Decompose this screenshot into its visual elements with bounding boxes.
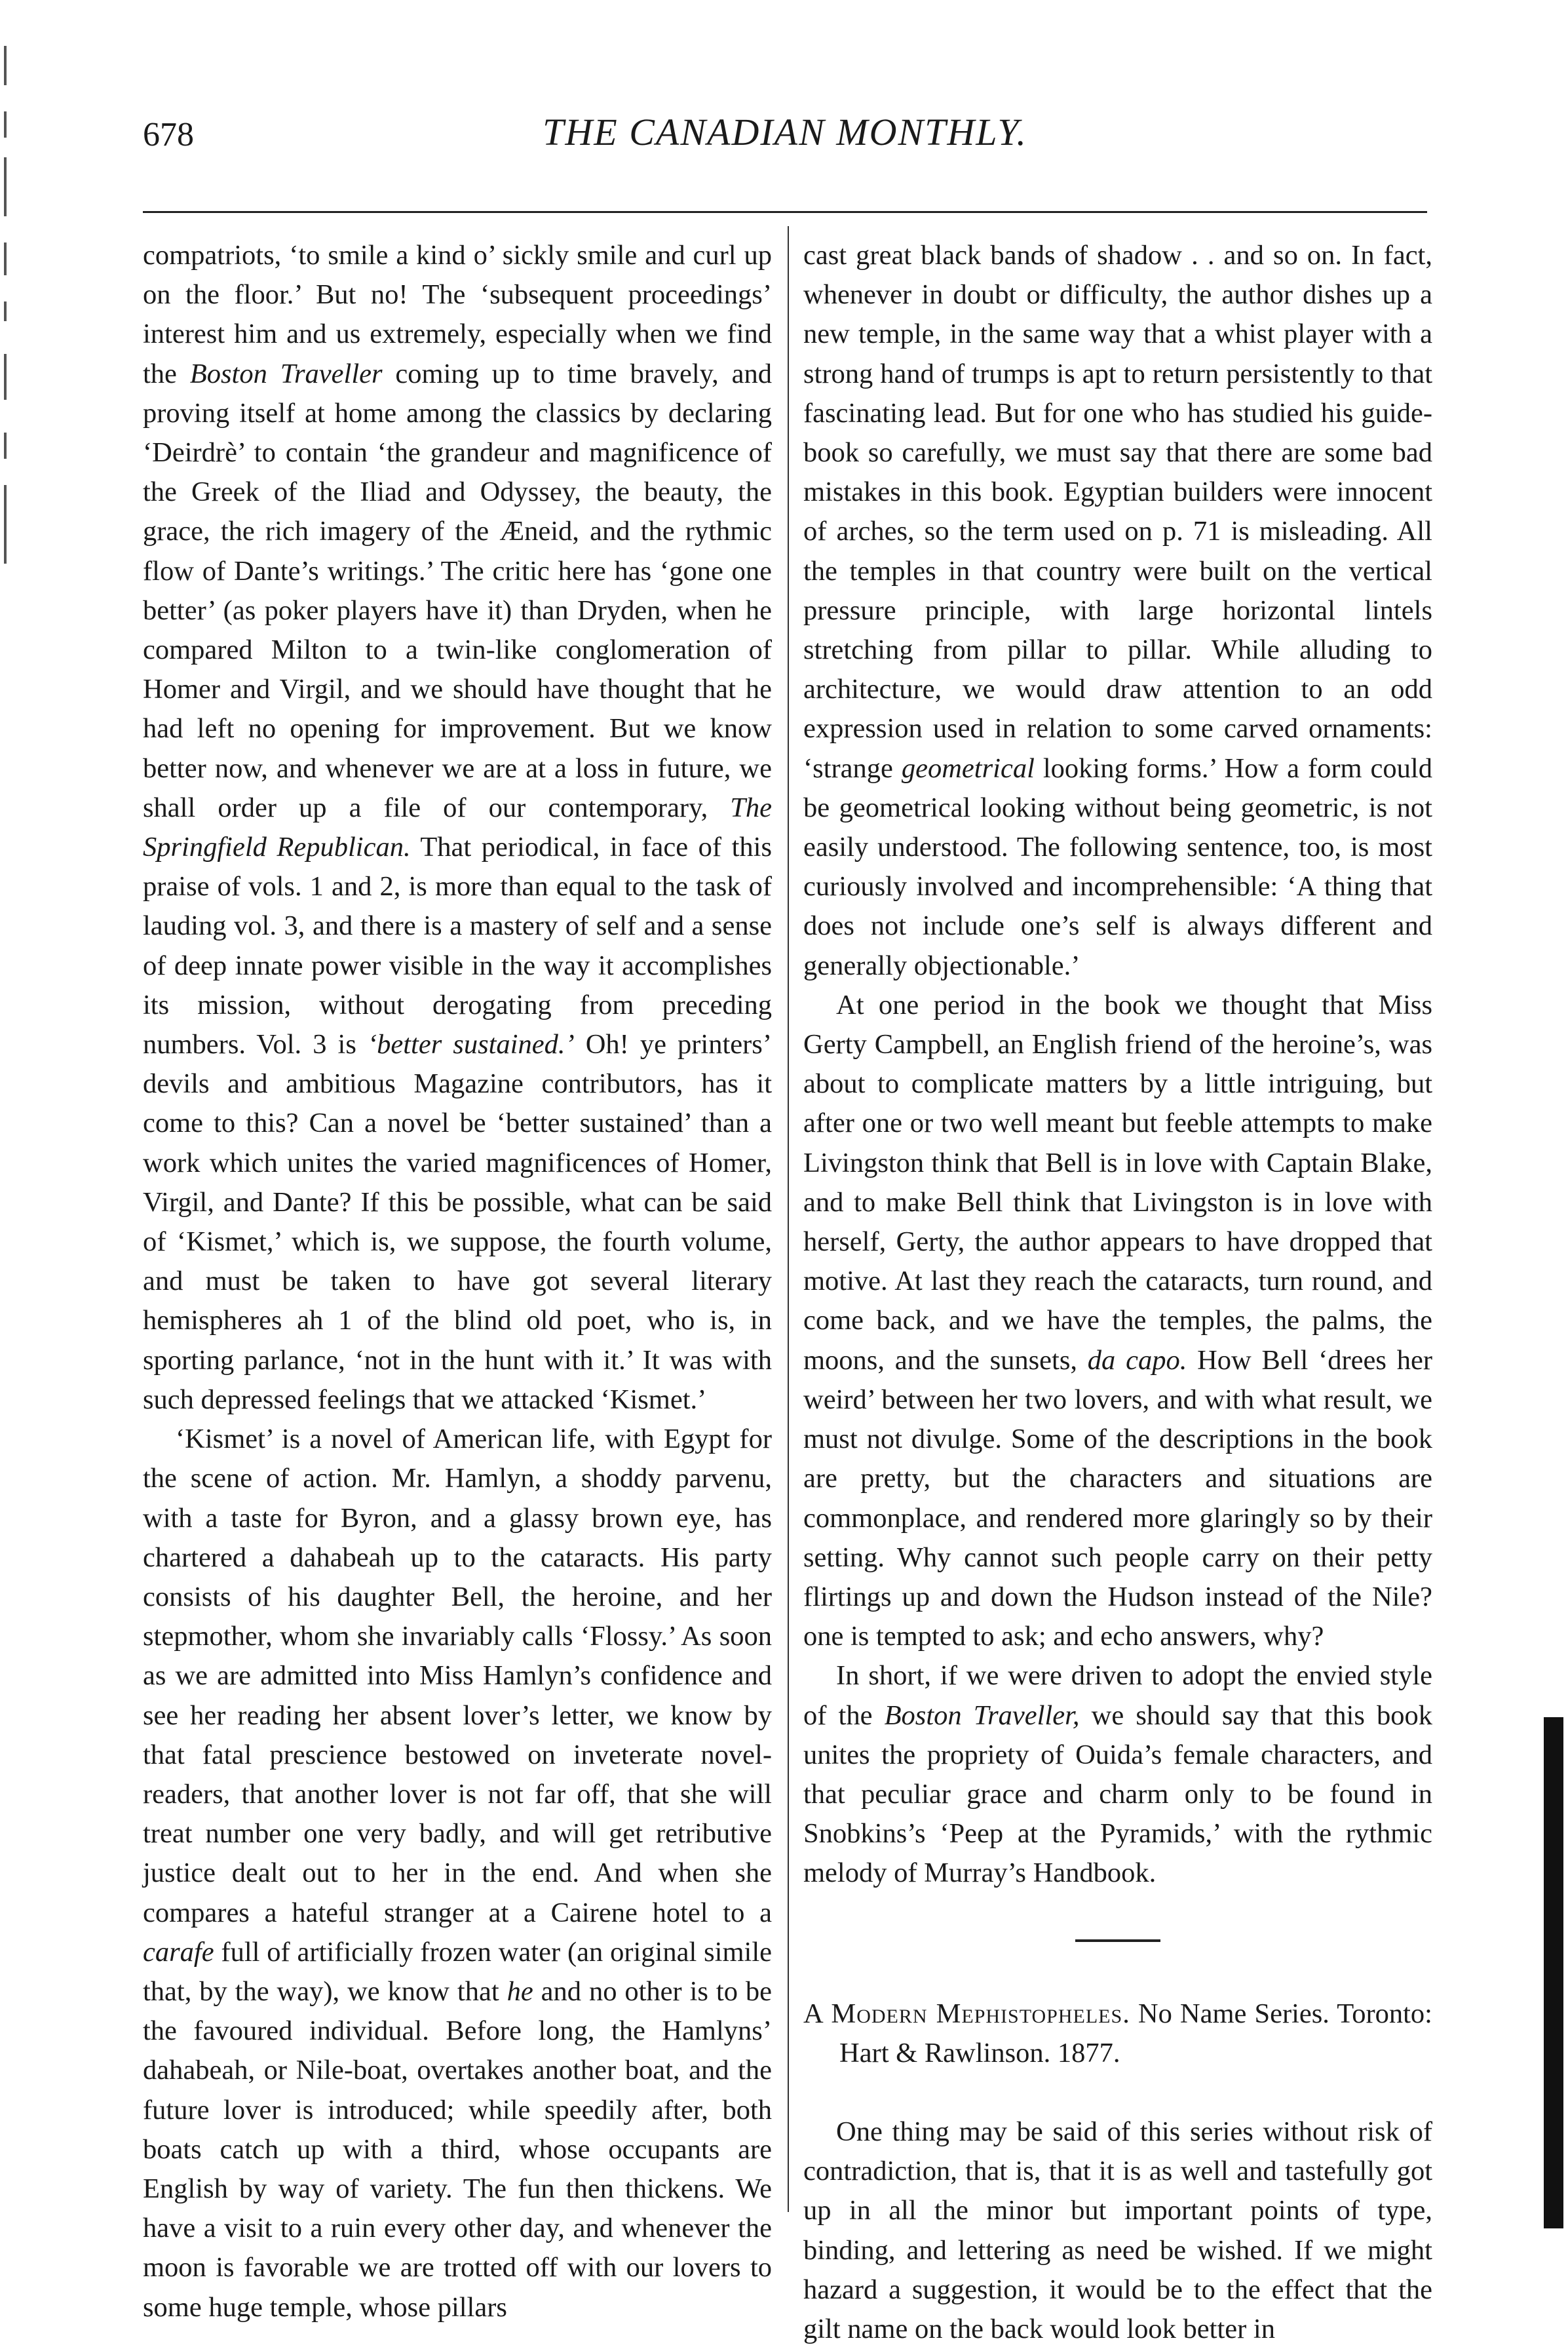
paragraph-in-short: In short, if we were driven to adopt the envied style of the Boston Traveller, we should say that this book unites the propriety of Ouida’s female characters, and that peculiar grace and charm only to be found in Snobkins’s ‘Peep at the Pyramids,’ with the rythmic melody of Murray’s Handbook. [803,1660,1432,1889]
italic-better-sustained: ‘better sustained.’ [367,1029,575,1060]
column-divider [788,226,789,2212]
italic-carafe: carafe [143,1936,214,1968]
section-rule [1075,1939,1160,1942]
paragraph-gerty-campbell: At one period in the book we thought that Miss Gerty Campbell, an English friend of the heroine’s, was about to complicate matters by a little intriguing, but after one or two well meant but feeble attempts to make Livingston think that Bell is in love with Captain Blake, and to make Bell think that Livingston is in love with herself, Gerty, the author appears to have dropped that motive. At last they reach the cataracts, turn round, and come back, and we have the temples, the palms, the moons, and the sunsets, da capo. How Bell ‘drees her weird’ between her two lovers, and with what result, we must not divulge. Some of the descriptions in the book are pretty, but the characters and situations are commonplace, and rendered more glaringly so by their setting. Why cannot such people carry on their petty flirtings up and down the Hudson instead of the Nile? one is tempted to ask; and echo answers, why? [803,989,1432,1652]
left-column [143,236,773,2323]
italic-boston-traveller-2: Boston Traveller, [884,1699,1080,1731]
running-title: THE CANADIAN MONTHLY. [543,111,1027,153]
italic-da-capo: da capo. [1087,1344,1187,1376]
page-number: 678 [143,116,194,153]
paragraph-no-name-series: One thing may be said of this series without risk of contradiction, that is, that it is as well and tastefully got up in all the minor but important points of type, binding, and lettering as need be wished. If we might hazard a suggestion, it would be to the effect that the gilt name on the back would look better in [803,2116,1432,2344]
scan-edge-marks [0,26,20,616]
scan-edge-bar [1544,1717,1563,2228]
italic-boston-traveller: Boston Traveller [189,358,383,389]
review-book-title: A Modern Mephistopheles. [803,1998,1130,2029]
header-rule [143,211,1427,213]
right-column [803,236,1432,2344]
paragraph-shadow: cast great black bands of shadow . . and so on. In fact, whenever in doubt or difficulty, the author dishes up a new temple, in the same way that a whist player with a strong hand of trumps is apt to return persistently to that fascinating lead. But for one who has studied his guide-book so carefully, we must say that there are some bad mistakes in this book. Egyptian builders were innocent of arches, so the term used on p. 71 is misleading. All the temples in that country were built on the vertical pressure principle, with large horizontal lintels stretching from pillar to pillar. While alluding to architecture, we would draw attention to an odd expression used in relation to some carved ornaments: ‘strange geometrical looking forms.’ How a form could be geometrical looking without being geometric, is not easily understood. The following sentence, too, is most curiously involved and incomprehensible: ‘A thing that does not include one’s self is always different and generally objectionable.’ [803,240,1432,981]
review-heading: A Modern Mephistopheles. No Name Series. Toronto: Hart & Rawlinson. 1877. [803,1998,1432,2068]
paragraph-kismet-novel: ‘Kismet’ is a novel of American life, with Egypt for the scene of action. Mr. Hamlyn, a shoddy parvenu, with a taste for Byron, and a glassy brown eye, has chartered a dahabeah up to the cataracts. His party consists of his daughter Bell, the heroine, and her stepmother, whom she invariably calls ‘Flossy.’ As soon as we are admitted into Miss Hamlyn’s confidence and see her reading her absent lover’s letter, we know by that fatal prescience bestowed on inveterate novel-readers, that another lover is not far off, that she will treat number one very badly, and will get retributive justice dealt out to her in the end. And when she compares a hateful stranger at a Cairene hotel to a carafe full of artificially frozen water (an original simile that, by the way), we know that he and no other is to be the favoured individual. Before long, the Hamlyns’ dahabeah, or Nile-boat, overtakes another boat, and the future lover is introduced; while speedily after, both boats catch up with a third, whose occupants are English by way of variety. The fun then thickens. We have a visit to a ruin every other day, and whenever the moon is favorable we are trotted off with our lovers to some huge temple, whose pillars [143,1424,772,2323]
italic-he: he [507,1975,533,2007]
page-header [143,110,1427,169]
italic-springfield-republican: The Springfield Republican. [143,792,772,863]
paragraph-compatriots: compatriots, ‘to smile a kind o’ sickly smile and curl up on the floor.’ But no! The ‘subsequent proceedings’ interest him and us extremely, especially when we find the Boston Traveller coming up to time bravely, and proving itself at home among the classics by declaring ‘Deirdrè’ to contain ‘the grandeur and magnificence of the Greek of the Iliad and Odyssey, the beauty, the grace, the rich imagery of the Æneid, and the rythmic flow of Dante’s writings.’ The critic here has ‘gone one better’ (as poker players have it) than Dryden, when he compared Milton to a twin-like conglomeration of Homer and Virgil, and we should have thought that he had left no opening for improvement. But we know better now, and whenever we are at a loss in future, we shall order up a file of our contemporary, The Springfield Republican. That periodical, in face of this praise of vols. 1 and 2, is more than equal to the task of lauding vol. 3, and there is a mastery of self and a sense of deep innate power visible in the way it accomplishes its mission, without derogating from preceding numbers. Vol. 3 is ‘better sustained.’ Oh! ye printers’ devils and ambitious Magazine contributors, has it come to this? Can a novel be ‘better sustained’ than a work which unites the varied magnificences of Homer, Virgil, and Dante? If this be possible, what can be said of ‘Kismet,’ which is, we suppose, the fourth volume, and must be taken to have got several literary hemispheres ah 1 of the blind old poet, who is, in sporting parlance, ‘not in the hunt with it.’ It was with such depressed feelings that we attacked ‘Kismet.’ [143,240,773,1415]
italic-geometrical: geometrical [901,752,1035,784]
